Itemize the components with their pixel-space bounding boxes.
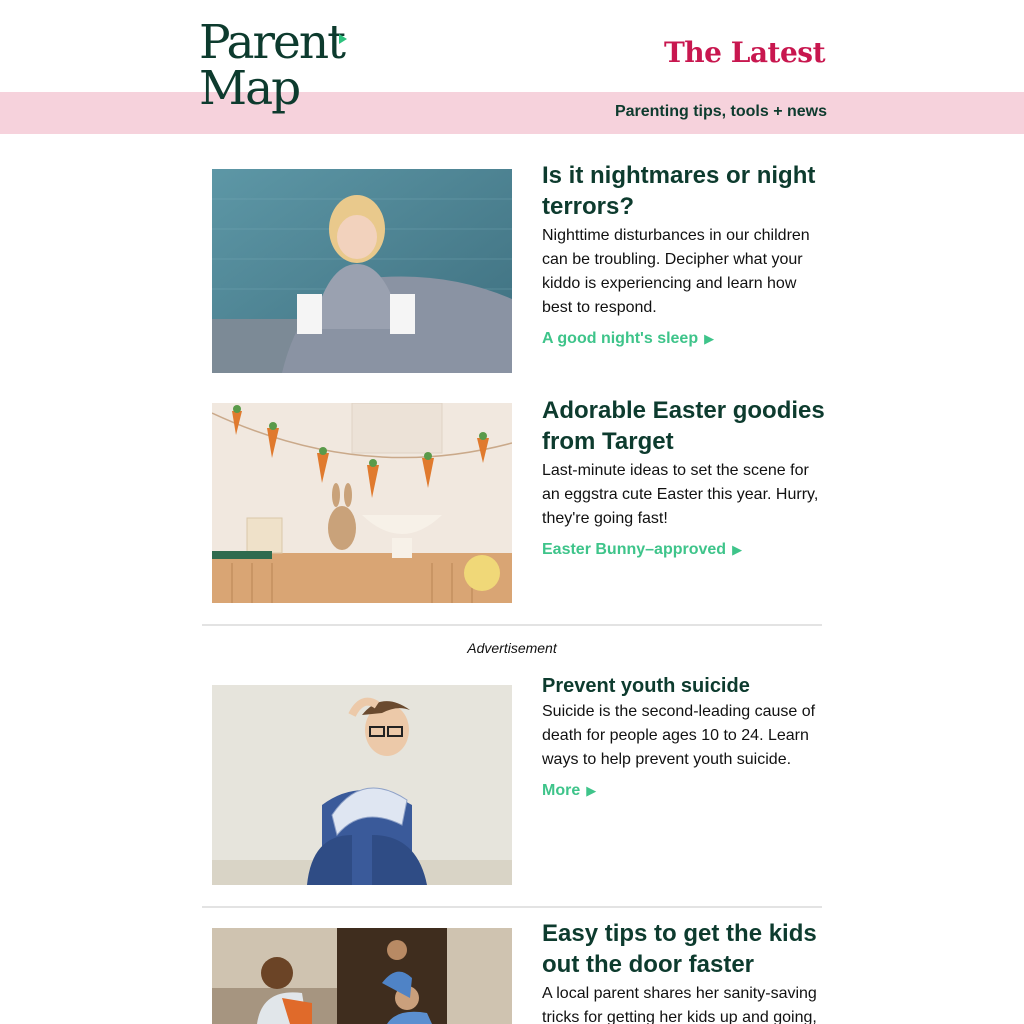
teen-sitting-image bbox=[212, 685, 512, 885]
article-title[interactable]: Easy tips to get the kids out the door faster bbox=[542, 920, 817, 978]
ad-card-youth-suicide bbox=[212, 674, 824, 889]
article-link-button[interactable] bbox=[542, 330, 714, 348]
logo-word-map: Map bbox=[199, 61, 300, 116]
ad-more-link[interactable] bbox=[542, 782, 596, 800]
section-divider bbox=[202, 906, 822, 908]
link-label: A good night's sleep bbox=[542, 330, 699, 347]
play-arrow-icon: ▶ bbox=[704, 331, 715, 346]
article-text-easter bbox=[542, 395, 827, 559]
girl-in-bed-image bbox=[212, 169, 512, 373]
article-card-nightmares bbox=[212, 160, 824, 375]
article-description: Nighttime disturbances in our children can be troubling. Decipher what your kiddo is experiencing and learn how best to respond. bbox=[542, 227, 810, 316]
play-arrow-icon: ▶ bbox=[732, 542, 743, 557]
article-text-nightmares bbox=[542, 160, 827, 348]
article-title[interactable]: Adorable Easter goodies from Target bbox=[542, 397, 825, 455]
article-image-out-the-door[interactable] bbox=[212, 928, 512, 1024]
logo-play-icon bbox=[339, 34, 347, 44]
article-text-out-the-door bbox=[542, 918, 827, 1024]
article-image-easter[interactable] bbox=[212, 403, 512, 603]
ad-description: Suicide is the second-leading cause of death for people ages 10 to 24. Learn ways to help prevent youth suicide. bbox=[542, 703, 816, 768]
article-card-out-the-door bbox=[212, 918, 824, 1024]
link-label: More bbox=[542, 782, 581, 799]
article-title[interactable]: Is it nightmares or night terrors? bbox=[542, 162, 816, 220]
section-divider bbox=[202, 624, 822, 626]
parentmap-logo[interactable] bbox=[199, 15, 359, 120]
section-title: The Latest bbox=[663, 36, 825, 69]
advertisement-label: Advertisement bbox=[467, 640, 557, 656]
article-description: A local parent shares her sanity-saving tricks for getting her kids up and going, bbox=[542, 985, 817, 1024]
logo-word-parent: Parent bbox=[199, 15, 344, 70]
article-link-button[interactable] bbox=[542, 541, 742, 559]
link-label: Easter Bunny–approved bbox=[542, 541, 727, 558]
play-arrow-icon: ▶ bbox=[586, 783, 597, 798]
ad-image[interactable] bbox=[212, 685, 512, 885]
easter-decor-image bbox=[212, 403, 512, 603]
email-header bbox=[0, 0, 1024, 92]
kids-leaving-house-image bbox=[212, 928, 512, 1024]
tagline: Parenting tips, tools + news bbox=[614, 103, 827, 120]
article-image-nightmares[interactable] bbox=[212, 169, 512, 373]
ad-text bbox=[542, 674, 827, 800]
article-card-easter bbox=[212, 395, 824, 605]
ad-title[interactable]: Prevent youth suicide bbox=[542, 675, 750, 697]
tagline-band bbox=[0, 92, 1024, 134]
article-description: Last-minute ideas to set the scene for an eggstra cute Easter this year. Hurry, they're going fast! bbox=[542, 462, 819, 527]
